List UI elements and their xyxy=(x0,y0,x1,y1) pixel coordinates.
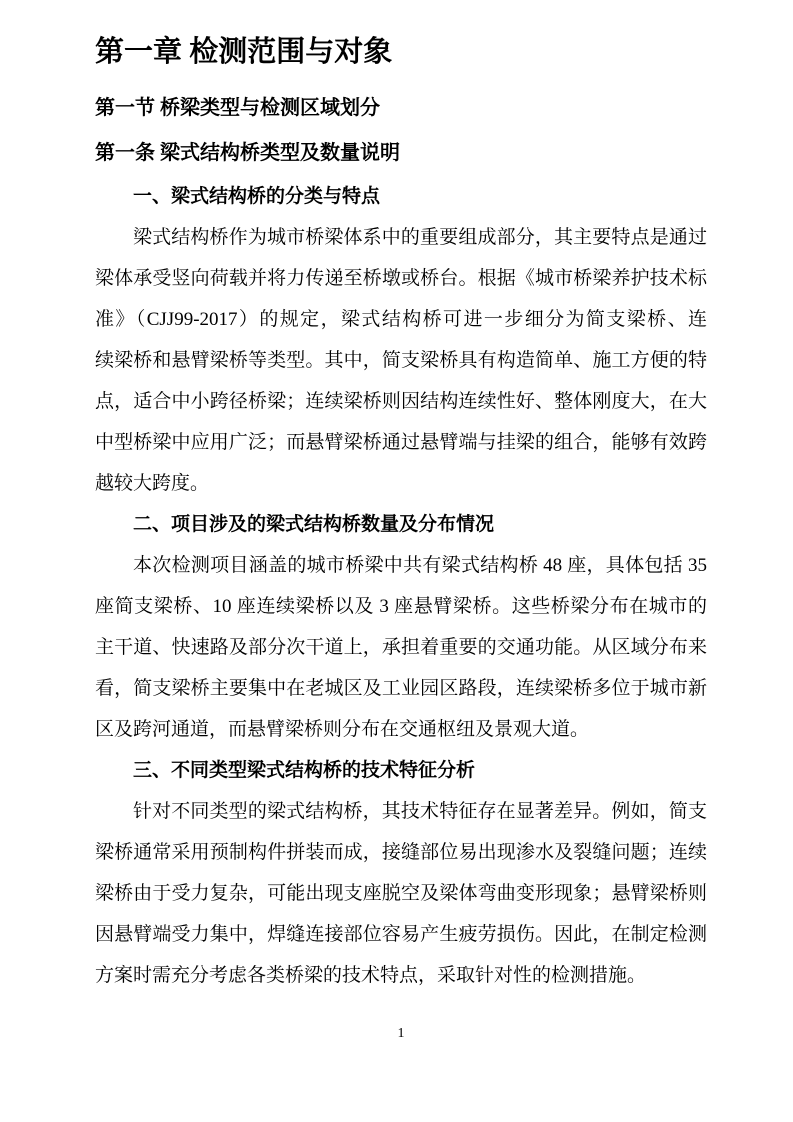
paragraph-line: 准》（CJJ99-2017）的规定，梁式结构桥可进一步细分为简支梁桥、连 xyxy=(95,309,707,330)
paragraph-line: 座简支梁桥、10 座连续梁桥以及 3 座悬臂梁桥。这些桥梁分布在城市的 xyxy=(95,596,707,617)
paragraph-line: 本次检测项目涵盖的城市桥梁中共有梁式结构桥 48 座，具体包括 35 xyxy=(133,555,707,576)
paragraph-line: 因悬臂端受力集中，焊缝连接部位容易产生疲劳损伤。因此，在制定检测 xyxy=(95,924,707,945)
paragraph-line: 方案时需充分考虑各类桥梁的技术特点，采取针对性的检测措施。 xyxy=(95,965,647,986)
sub-heading: 一、梁式结构桥的分类与特点 xyxy=(133,186,381,207)
paragraph-line: 中型桥梁中应用广泛；而悬臂梁桥通过悬臂端与挂梁的组合，能够有效跨 xyxy=(95,432,707,453)
paragraph-line: 梁桥通常采用预制构件拼装而成，接缝部位易出现渗水及裂缝问题；连续 xyxy=(95,842,707,863)
page-footer xyxy=(95,1024,707,1044)
document-body xyxy=(95,30,707,996)
paragraph xyxy=(95,217,707,504)
paragraph-line: 越较大跨度。 xyxy=(95,473,210,494)
paragraph-line: 续梁桥和悬臂梁桥等类型。其中，简支梁桥具有构造简单、施工方便的特 xyxy=(95,350,707,371)
sub-heading: 二、项目涉及的梁式结构桥数量及分布情况 xyxy=(133,514,495,535)
paragraph-line: 梁体承受竖向荷载并将力传递至桥墩或桥台。根据《城市桥梁养护技术标 xyxy=(95,268,707,289)
paragraph-line: 梁桥由于受力复杂，可能出现支座脱空及梁体弯曲变形现象；悬臂梁桥则 xyxy=(95,883,707,904)
chapter-title: 第一章 检测范围与对象 xyxy=(95,36,393,68)
paragraph-line: 主干道、快速路及部分次干道上，承担着重要的交通功能。从区域分布来 xyxy=(95,637,707,658)
page-number: 1 xyxy=(397,1026,405,1041)
section-heading: 第一条 梁式结构桥类型及数量说明 xyxy=(95,142,400,164)
paragraph-line: 点，适合中小跨径桥梁；连续梁桥则因结构连续性好、整体刚度大，在大 xyxy=(95,391,707,412)
paragraph xyxy=(95,545,707,750)
paragraph-line: 看，简支梁桥主要集中在老城区及工业园区路段，连续梁桥多位于城市新 xyxy=(95,678,707,699)
paragraph xyxy=(95,791,707,996)
section-heading: 第一节 桥梁类型与检测区域划分 xyxy=(95,97,380,119)
paragraph-line: 针对不同类型的梁式结构桥，其技术特征存在显著差异。例如，简支 xyxy=(133,801,707,822)
paragraph-line: 梁式结构桥作为城市桥梁体系中的重要组成部分，其主要特点是通过 xyxy=(133,227,707,248)
sub-heading: 三、不同类型梁式结构桥的技术特征分析 xyxy=(133,760,476,781)
paragraph-line: 区及跨河通道，而悬臂梁桥则分布在交通枢纽及景观大道。 xyxy=(95,719,590,740)
